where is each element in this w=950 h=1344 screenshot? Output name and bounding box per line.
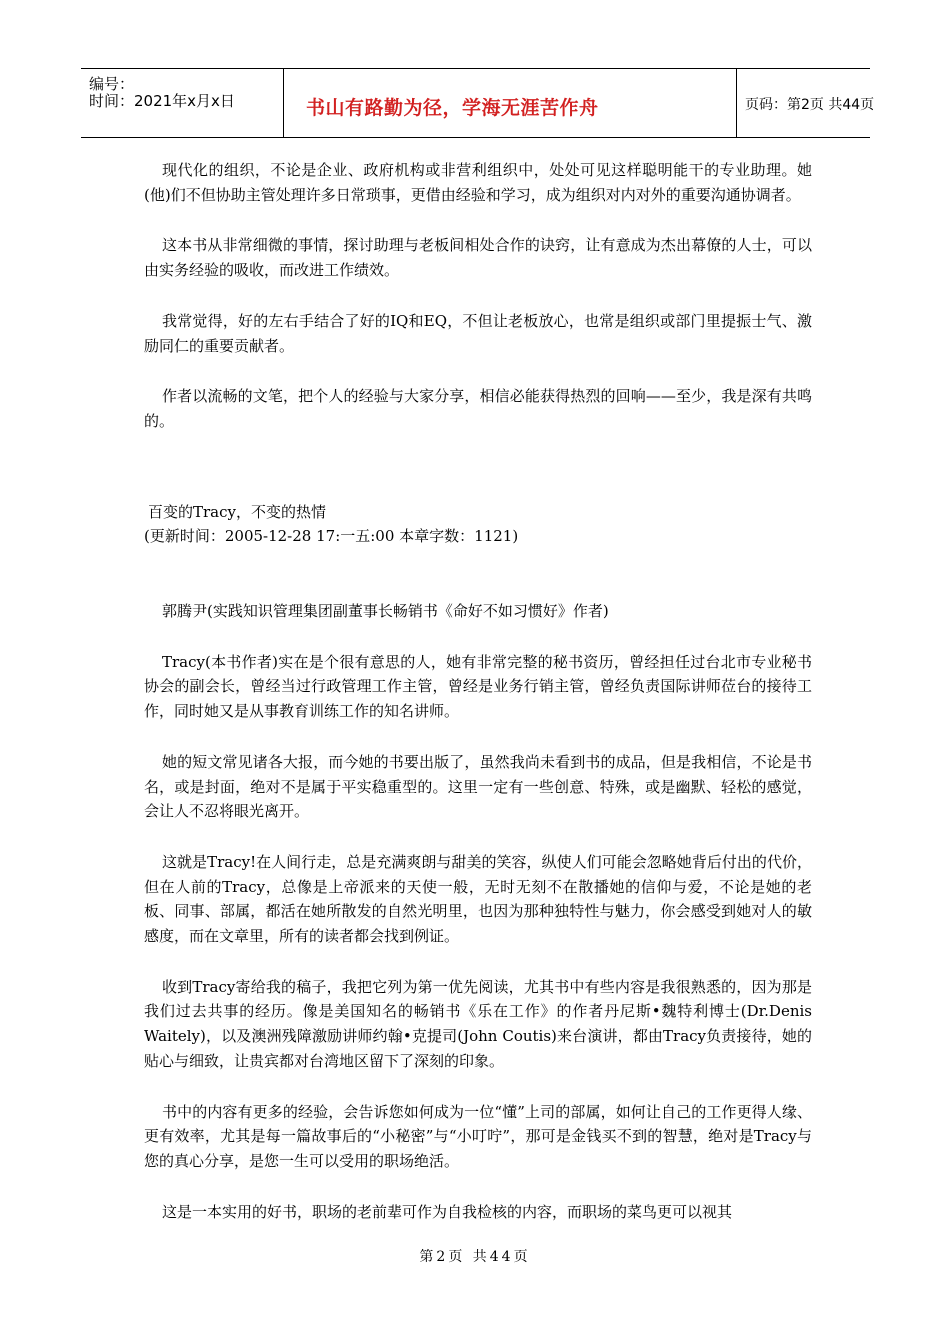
paragraph: Tracy(本书作者)实在是个很有意思的人，她有非常完整的秘书资历，曾经担任过台北市专业秘书协会的副会长，曾经当过行政管理工作主管，曾经是业务行销主管，曾经负责国际讲师莅台的接待工作，同时她又是从事教育训练工作的知名讲师。: [144, 652, 812, 721]
paragraph: 收到Tracy寄给我的稿子，我把它列为第一优先阅读，尤其书中有些内容是我很熟悉的，因为那是我们过去共事的经历。像是美国知名的畅销书《乐在工作》的作者丹尼斯•魏特利博士(Dr.Denis Waitely)，以及澳洲残障激励讲师约翰•克提司(John Coutis)来台演讲，都由Tracy负责接待，她的贴心与细致，让贵宾都对台湾地区留下了深刻的印象。: [144, 977, 812, 1070]
doc-number-label: 编号：: [89, 75, 135, 93]
header-left-cell: [81, 69, 284, 137]
paragraph: 现代化的组织，不论是企业、政府机构或非营利组织中，处处可见这样聪明能干的专业助理。她(他)们不但协助主管处理许多日常琐事，更借由经验和学习，成为组织对内对外的重要沟通协调者。: [144, 161, 812, 204]
paragraph: 这是一本实用的好书，职场的老前辈可作为自我检核的内容，而职场的菜鸟更可以视其: [162, 1202, 733, 1221]
paragraph: 我常觉得，好的左右手结合了好的IQ和EQ，不但让老板放心，也常是组织或部门里提振士气、激励同仁的重要贡献者。: [144, 311, 812, 355]
doc-time-label: 时间：2021年x月x日: [89, 92, 235, 110]
paragraph: 书中的内容有更多的经验，会告诉您如何成为一位“懂”上司的部属，如何让自己的工作更得人缘、更有效率，尤其是每一篇故事后的“小秘密”与“小叮咛”，那可是金钱买不到的智慧，绝对是Tracy与您的真心分享，是您一生可以受用的职场绝活。: [144, 1102, 812, 1170]
chapter-title: 百变的Tracy，不变的热情: [148, 502, 326, 521]
header-page-info: 页码：第2页 共44页: [745, 97, 875, 113]
author-line: 郭腾尹(实践知识管理集团副董事长畅销书《命好不如习惯好》作者): [162, 602, 609, 621]
header-right-cell: [737, 69, 875, 137]
paragraph: 这本书从非常细微的事情，探讨助理与老板间相处合作的诀窍，让有意成为杰出幕僚的人士，可以由实务经验的吸收，而改进工作绩效。: [144, 236, 812, 280]
page-footer: 第2页 共44页: [419, 1249, 531, 1265]
header-motto: 书山有路勤为径，学海无涯苦作舟: [306, 97, 599, 119]
paragraph: 作者以流畅的文笔，把个人的经验与大家分享，相信必能获得热烈的回响——至少，我是深有共鸣的。: [144, 387, 812, 430]
paragraph: 她的短文常见诸各大报，而今她的书要出版了，虽然我尚未看到书的成品，但是我相信，不论是书名，或是封面，绝对不是属于平实稳重型的。这里一定有一些创意、特殊，或是幽默、轻松的感觉，会让人不忍将眼光离开。: [144, 752, 812, 821]
header-table: [81, 68, 875, 138]
spacer: [144, 460, 812, 500]
paragraph: 这就是Tracy!在人间行走，总是充满爽朗与甜美的笑容，纵使人们可能会忽略她背后付出的代价，但在人前的Tracy，总像是上帝派来的天使一般，无时无刻不在散播她的信仰与爱，不论是她的老板、同事、部属，都活在她所散发的自然光明里，也因为那种独特性与魅力，你会感受到她对人的敏感度，而在文章里，所有的读者都会找到例证。: [144, 852, 812, 946]
document-body: [144, 158, 812, 1224]
header-center-cell: [284, 69, 737, 137]
chapter-meta: (更新时间：2005-12-28 17:一五:00 本章字数：1121): [144, 527, 519, 546]
